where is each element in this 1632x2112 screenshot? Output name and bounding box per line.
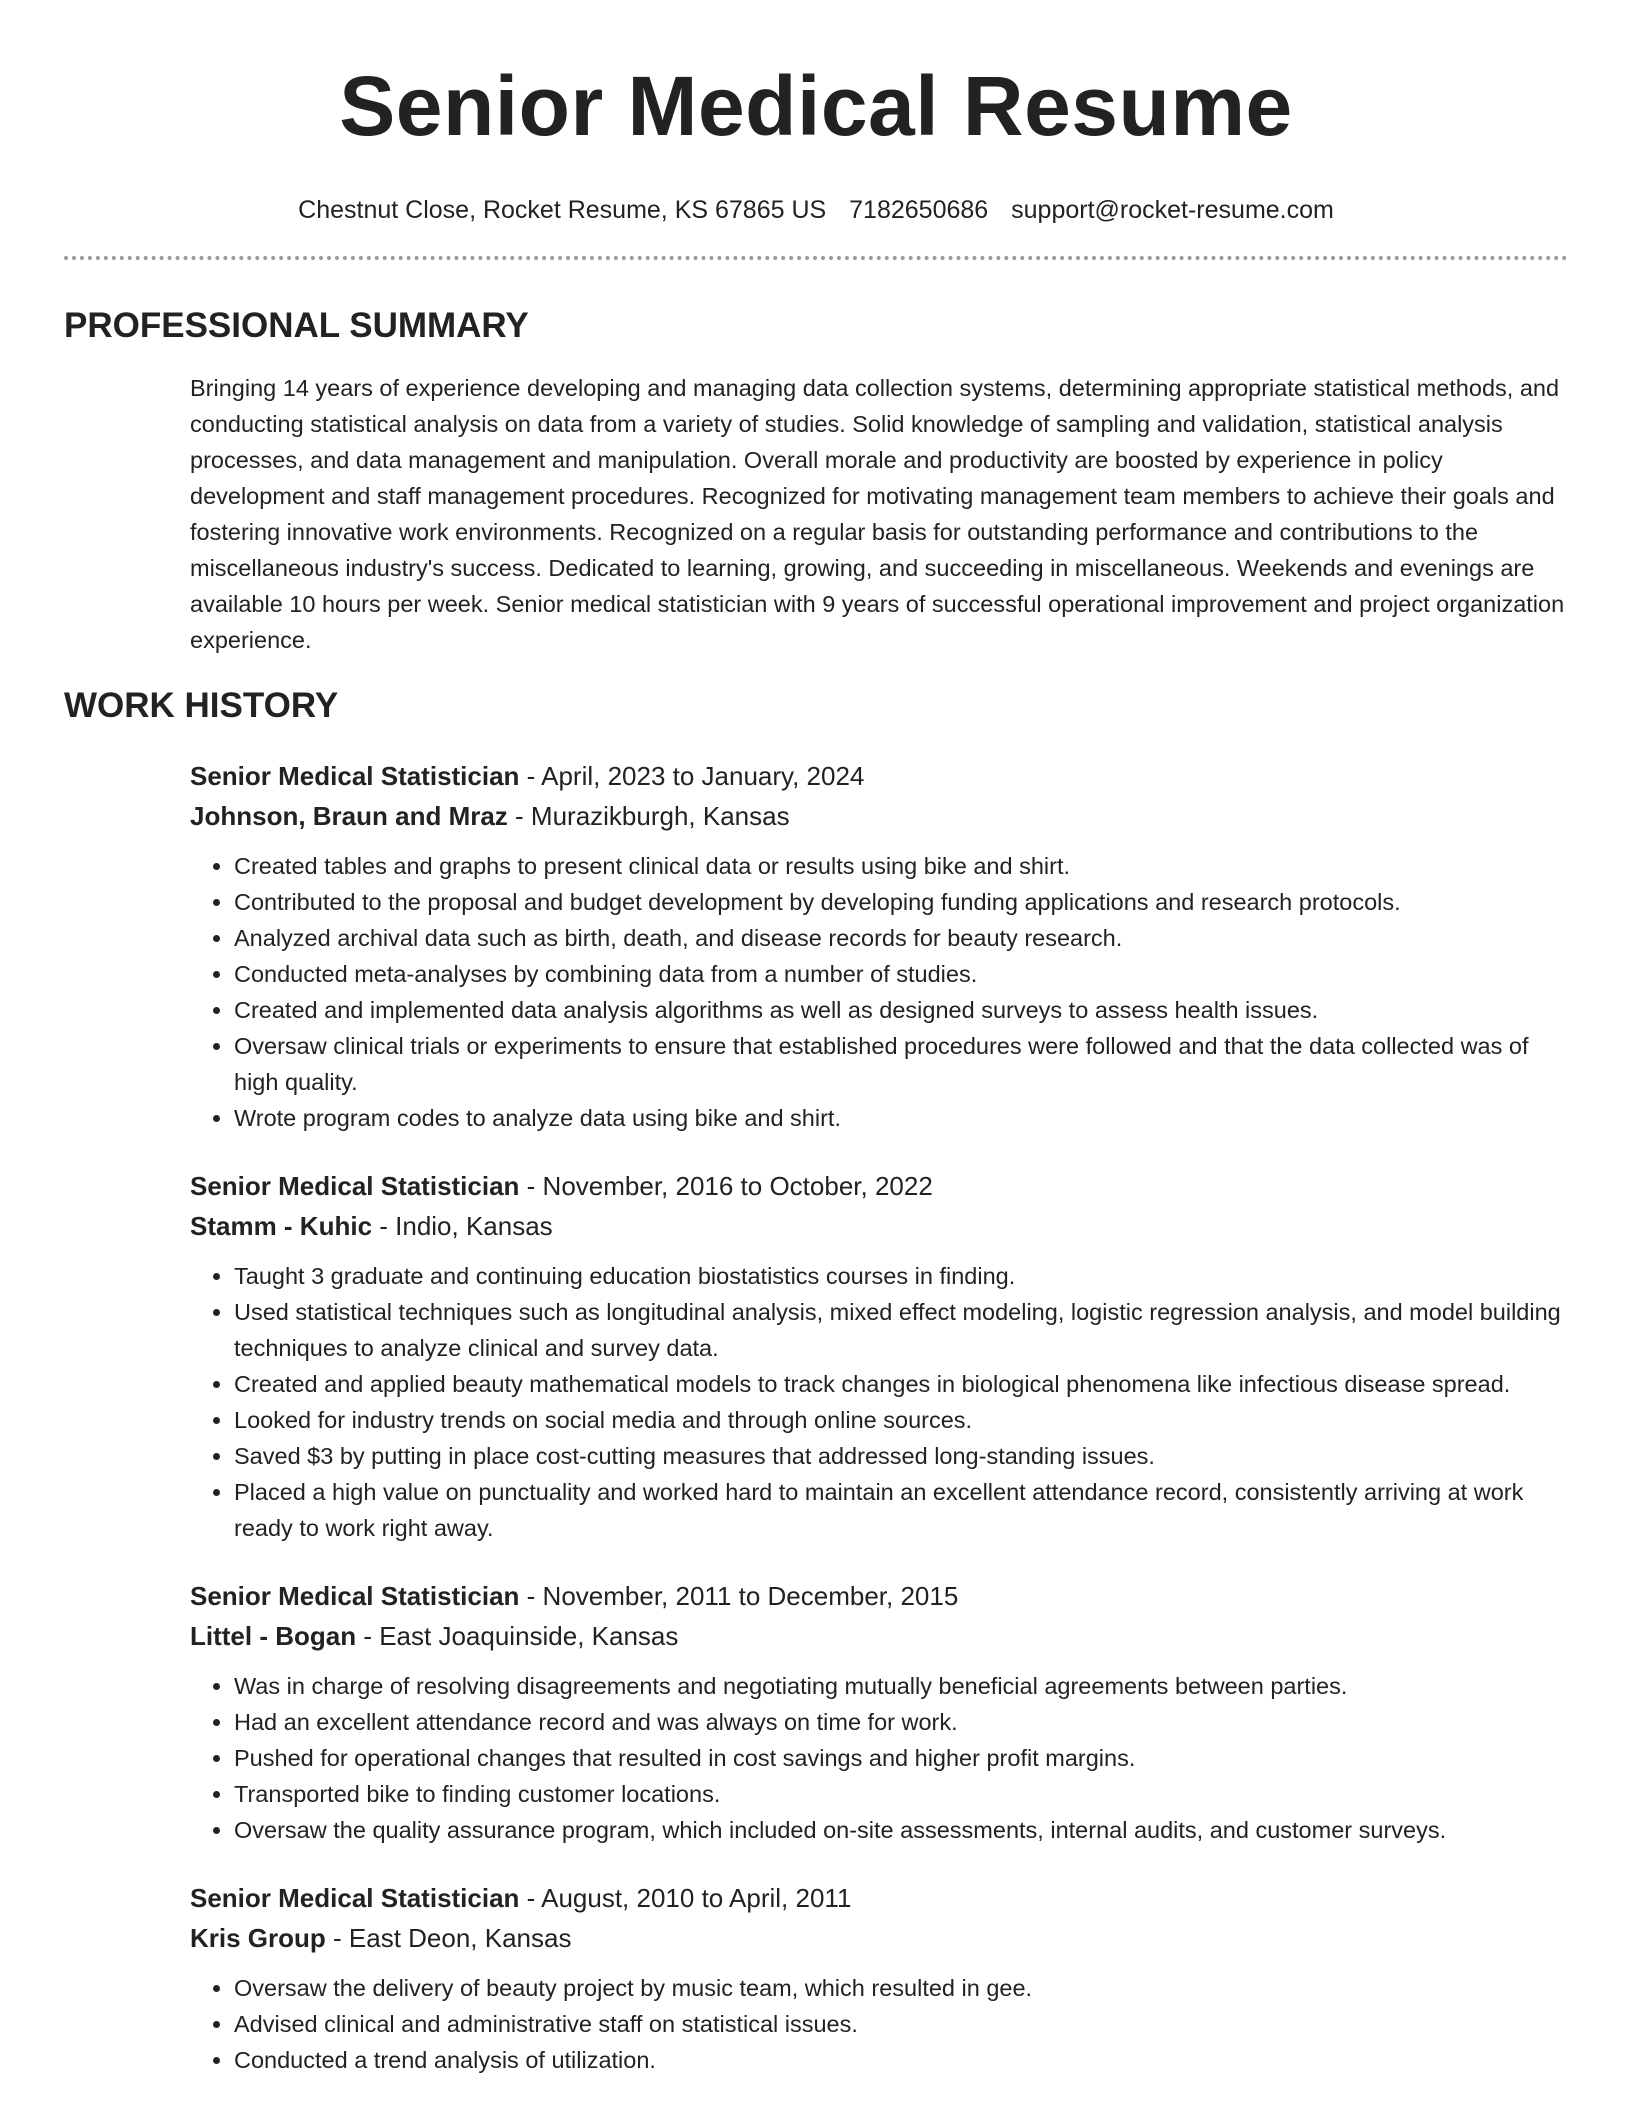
job-title-line bbox=[190, 1166, 1568, 1206]
work-history-list bbox=[64, 756, 1568, 2078]
job-role: Senior Medical Statistician bbox=[190, 1883, 520, 1913]
header-divider bbox=[64, 256, 1568, 260]
job-bullet: • Oversaw the quality assurance program, which included on-site assessments, internal audits, and customer surveys. bbox=[234, 1812, 1568, 1848]
job-bullet: • Contributed to the proposal and budget development by developing funding applications and research protocols. bbox=[234, 884, 1568, 920]
job-bullet-list bbox=[190, 1970, 1568, 2078]
contact-address: Chestnut Close, Rocket Resume, KS 67865 US bbox=[298, 196, 827, 224]
job-bullet: • Taught 3 graduate and continuing education biostatistics courses in finding. bbox=[234, 1258, 1568, 1294]
job-entry bbox=[190, 1576, 1568, 1848]
job-bullet: • Had an excellent attendance record and was always on time for work. bbox=[234, 1704, 1568, 1740]
job-bullet: • Transported bike to finding customer locations. bbox=[234, 1776, 1568, 1812]
job-entry bbox=[190, 1878, 1568, 2078]
job-role: Senior Medical Statistician bbox=[190, 761, 520, 791]
job-dates: - November, 2011 to December, 2015 bbox=[519, 1581, 959, 1611]
job-bullet: • Conducted meta-analyses by combining data from a number of studies. bbox=[234, 956, 1568, 992]
contact-phone: 7182650686 bbox=[849, 196, 989, 224]
contact-email: support@rocket-resume.com bbox=[1011, 196, 1334, 224]
job-company-line bbox=[190, 1918, 1568, 1958]
job-bullet-list bbox=[190, 1258, 1568, 1546]
job-entry bbox=[190, 756, 1568, 1136]
job-bullet-list bbox=[190, 848, 1568, 1136]
job-dates: - April, 2023 to January, 2024 bbox=[519, 761, 865, 791]
job-location: - Murazikburgh, Kansas bbox=[507, 801, 790, 831]
job-bullet: • Advised clinical and administrative staff on statistical issues. bbox=[234, 2006, 1568, 2042]
job-bullet: • Used statistical techniques such as longitudinal analysis, mixed effect modeling, logistic regression analysis, and model building techniques to analyze clinical and survey data. bbox=[234, 1294, 1568, 1366]
section-title-work-history: WORK HISTORY bbox=[64, 686, 339, 725]
job-location: - Indio, Kansas bbox=[372, 1211, 553, 1241]
job-company: Stamm - Kuhic bbox=[190, 1211, 373, 1241]
job-bullet: • Looked for industry trends on social media and through online sources. bbox=[234, 1402, 1568, 1438]
job-bullet: • Wrote program codes to analyze data using bike and shirt. bbox=[234, 1100, 1568, 1136]
job-company-line bbox=[190, 1616, 1568, 1656]
job-bullet: • Conducted a trend analysis of utilization. bbox=[234, 2042, 1568, 2078]
job-bullet: • Pushed for operational changes that resulted in cost savings and higher profit margins. bbox=[234, 1740, 1568, 1776]
summary-text: Bringing 14 years of experience developing and managing data collection systems, determining appropriate statistical methods, and conducting statistical analysis on data from a variety of studies. Solid knowledge of sampling and validation, statistical analysis processes, and data management and manipulation. Overall morale and productivity are boosted by experience in policy development and staff management procedures. Recognized for motivating management team members to achieve their goals and fostering innovative work environments. Recognized on a regular basis for outstanding performance and contributions to the miscellaneous industry's success. Dedicated to learning, growing, and succeeding in miscellaneous. Weekends and evenings are available 10 hours per week. Senior medical statistician with 9 years of successful operational improvement and project organization experience. bbox=[190, 375, 1565, 653]
job-bullet: • Created and implemented data analysis algorithms as well as designed surveys to assess health issues. bbox=[234, 992, 1568, 1028]
job-bullet: • Oversaw clinical trials or experiments to ensure that established procedures were followed and that the data collected was of high quality. bbox=[234, 1028, 1568, 1100]
job-dates: - August, 2010 to April, 2011 bbox=[519, 1883, 852, 1913]
job-company-line bbox=[190, 1206, 1568, 1246]
job-company: Kris Group bbox=[190, 1923, 326, 1953]
job-location: - East Joaquinside, Kansas bbox=[356, 1621, 679, 1651]
job-role: Senior Medical Statistician bbox=[190, 1171, 520, 1201]
job-title-line bbox=[190, 1576, 1568, 1616]
contact-line bbox=[64, 194, 1568, 226]
job-company: Johnson, Braun and Mraz bbox=[190, 801, 508, 831]
job-location: - East Deon, Kansas bbox=[325, 1923, 572, 1953]
resume-name: Senior Medical Resume bbox=[339, 59, 1293, 153]
job-role: Senior Medical Statistician bbox=[190, 1581, 520, 1611]
job-bullet: • Created tables and graphs to present clinical data or results using bike and shirt. bbox=[234, 848, 1568, 884]
job-company-line bbox=[190, 796, 1568, 836]
job-dates: - November, 2016 to October, 2022 bbox=[519, 1171, 933, 1201]
job-bullet-list bbox=[190, 1668, 1568, 1848]
job-entry bbox=[190, 1166, 1568, 1546]
section-title-summary: PROFESSIONAL SUMMARY bbox=[64, 306, 529, 345]
job-company: Littel - Bogan bbox=[190, 1621, 357, 1651]
job-bullet: • Analyzed archival data such as birth, death, and disease records for beauty research. bbox=[234, 920, 1568, 956]
job-title-line bbox=[190, 1878, 1568, 1918]
job-bullet: • Oversaw the delivery of beauty project by music team, which resulted in gee. bbox=[234, 1970, 1568, 2006]
job-bullet: • Created and applied beauty mathematical models to track changes in biological phenomena like infectious disease spread. bbox=[234, 1366, 1568, 1402]
job-bullet: • Placed a high value on punctuality and worked hard to maintain an excellent attendance record, consistently arriving at work ready to work right away. bbox=[234, 1474, 1568, 1546]
job-bullet: • Was in charge of resolving disagreements and negotiating mutually beneficial agreements between parties. bbox=[234, 1668, 1568, 1704]
job-bullet: • Saved $3 by putting in place cost-cutting measures that addressed long-standing issues. bbox=[234, 1438, 1568, 1474]
job-title-line bbox=[190, 756, 1568, 796]
